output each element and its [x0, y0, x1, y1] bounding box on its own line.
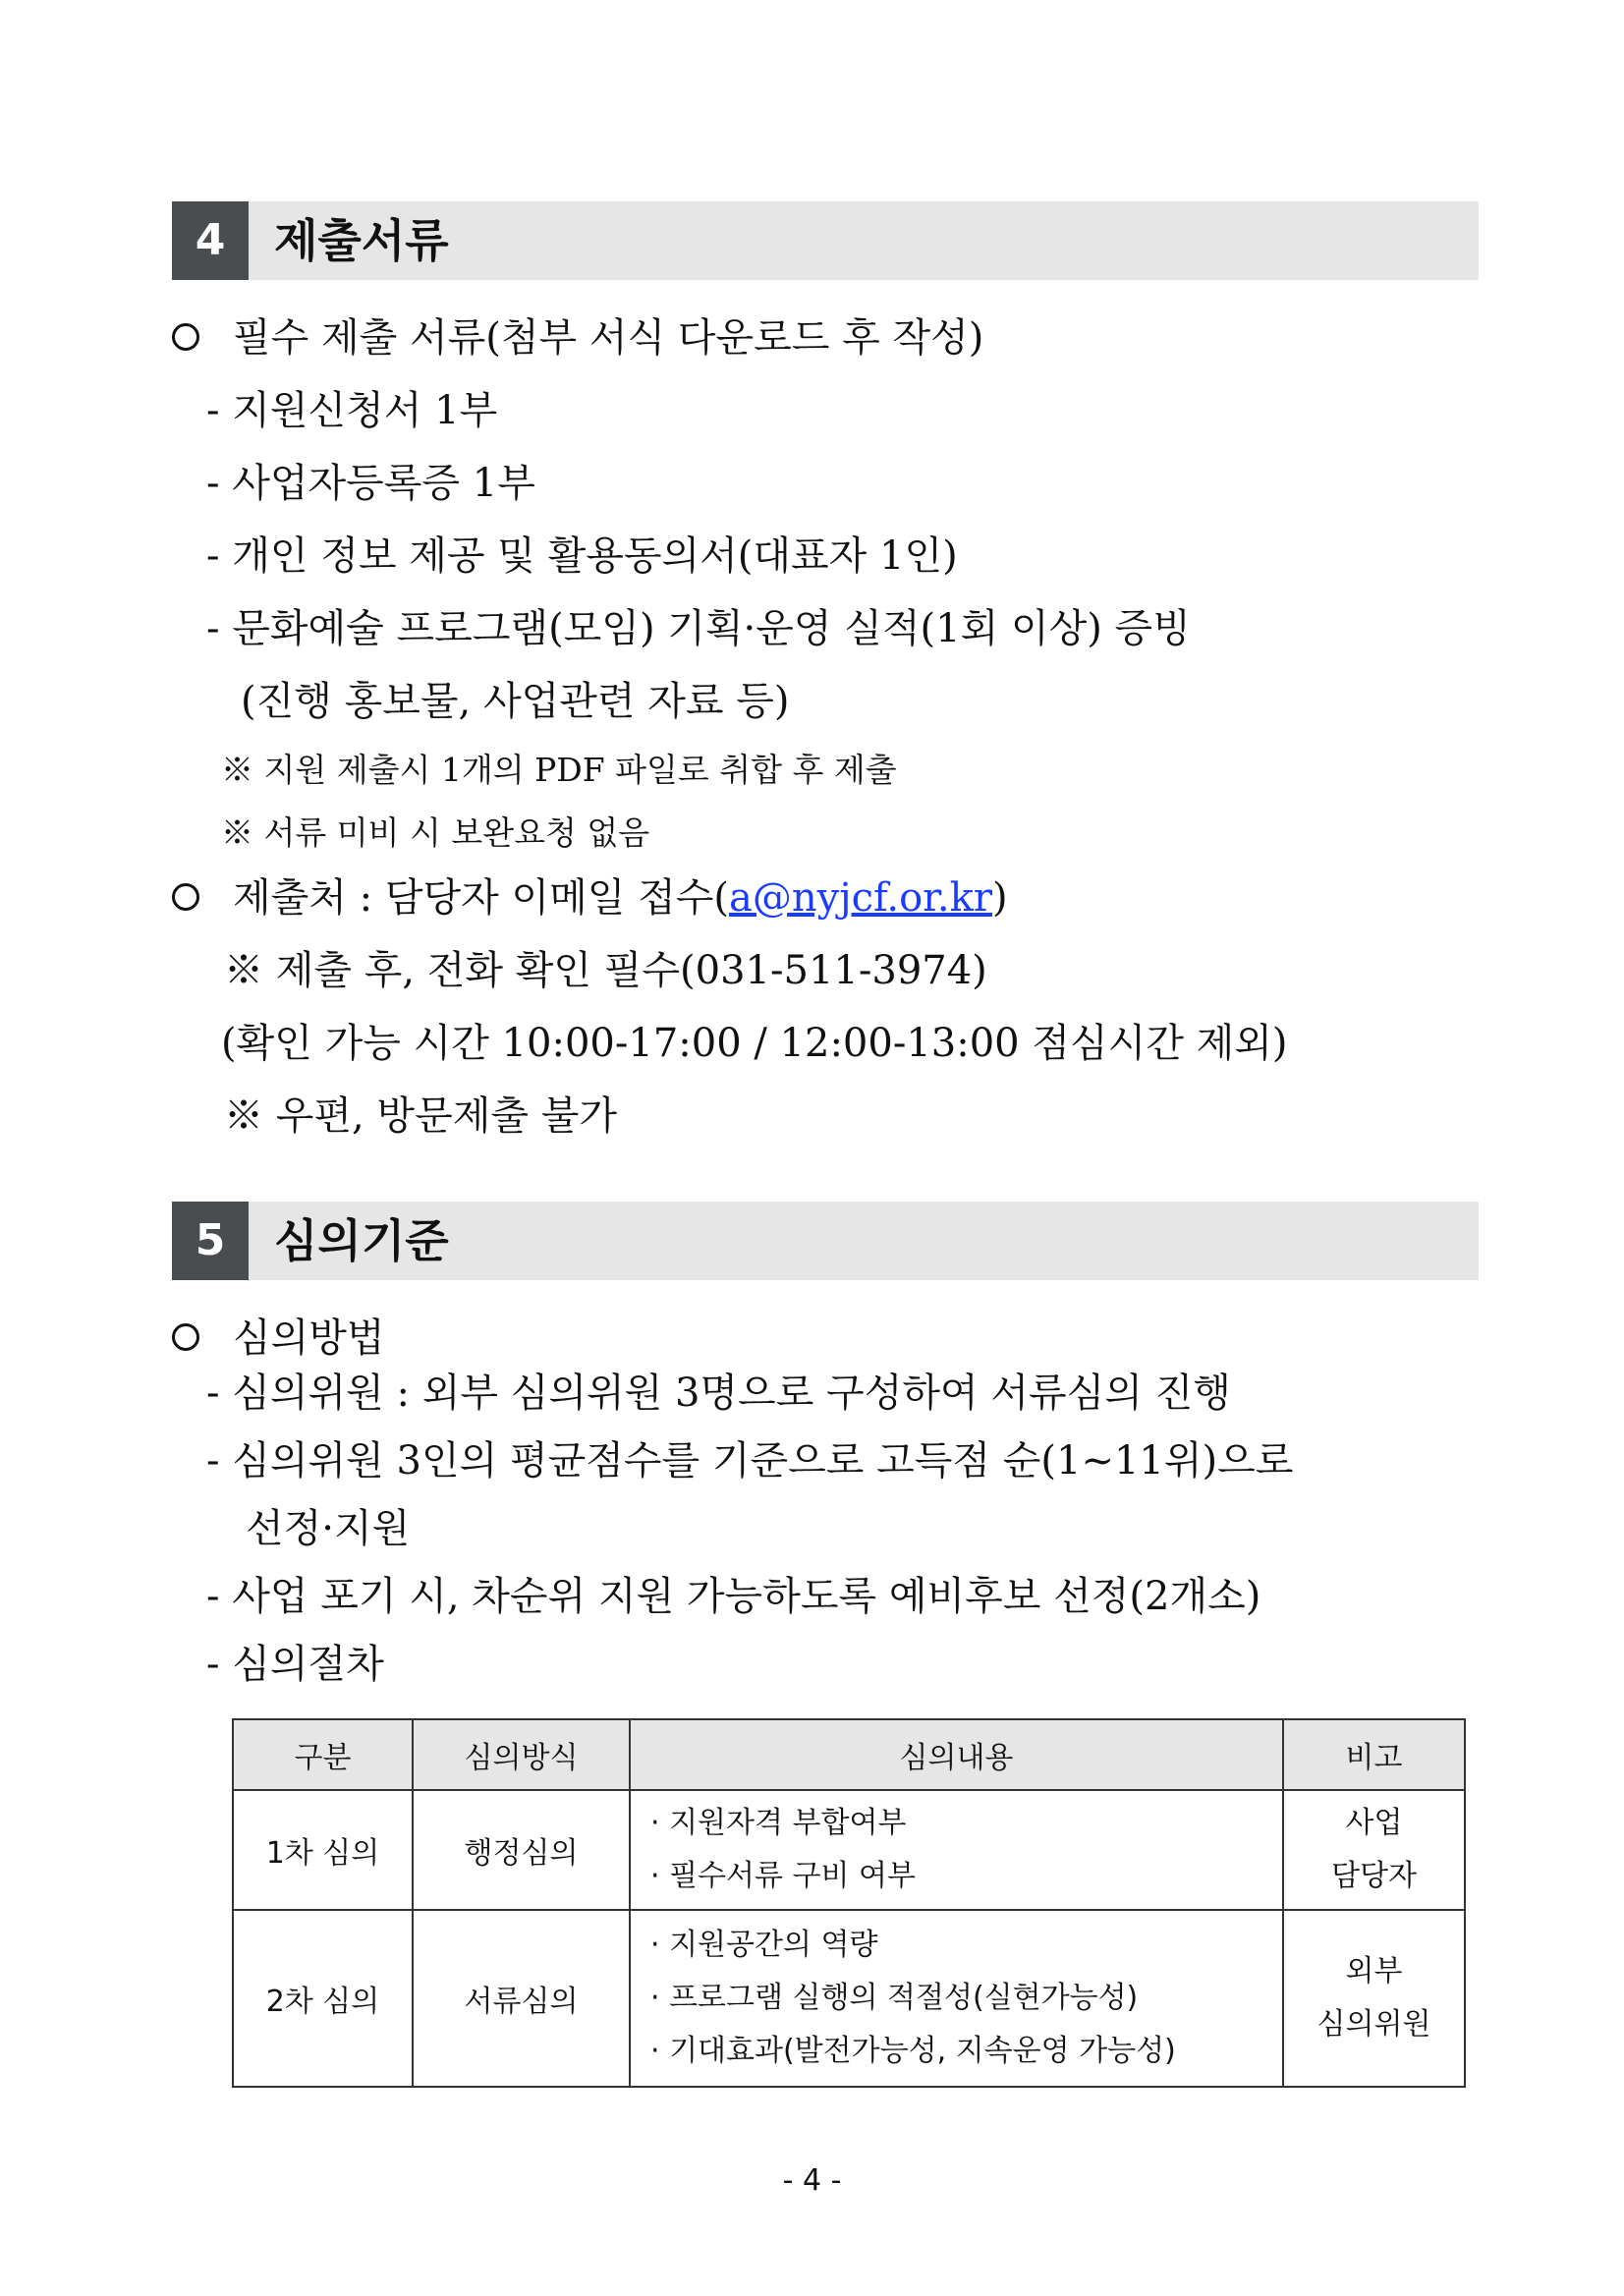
circle-bullet-icon [172, 1323, 199, 1351]
stage-cell: 1차 심의 [233, 1790, 413, 1910]
list-item-continuation: (진행 홍보물, 사업관련 자료 등) [241, 679, 790, 724]
note-incomplete: ※ 서류 미비 시 보완요청 없음 [221, 813, 650, 852]
note-cell [1283, 1790, 1465, 1910]
table-header-row [233, 1719, 1465, 1790]
note-line: 심의위원 [1316, 2007, 1431, 2042]
list-item: - 개인 정보 제공 및 활용동의서(대표자 1인) [206, 533, 958, 579]
table-row [233, 1910, 1465, 2087]
page-number: - 4 - [782, 2163, 842, 2198]
content-item: · 기대효과(발전가능성, 지속운영 가능성) [650, 2034, 1176, 2068]
content-item: · 지원자격 부합여부 [650, 1806, 907, 1840]
circle-bullet-icon [172, 883, 199, 911]
note-cell [1283, 1910, 1465, 2087]
list-item: - 심의위원 3인의 평균점수를 기준으로 고득점 순(1~11위)으로 [206, 1438, 1294, 1484]
method-cell: 행정심의 [413, 1790, 630, 1910]
list-item: - 심의절차 [206, 1642, 384, 1687]
list-item: - 사업 포기 시, 차순위 지원 가능하도록 예비후보 선정(2개소) [206, 1574, 1261, 1619]
table-row [233, 1790, 1465, 1910]
table-header: 심의방식 [413, 1719, 630, 1790]
list-item: - 지원신청서 1부 [206, 388, 498, 433]
method-heading [172, 1313, 385, 1364]
contents-cell [630, 1790, 1283, 1910]
method-heading-text: 심의방법 [233, 1316, 385, 1361]
method-cell: 서류심의 [413, 1910, 630, 2087]
section-4-title: 제출서류 [274, 214, 449, 267]
hours-note: (확인 가능 시간 10:00-17:00 / 12:00-13:00 점심시간 제외) [221, 1021, 1288, 1066]
section-4-number: 4 [172, 201, 249, 280]
required-docs-heading [172, 312, 983, 364]
list-item-continuation: 선정·지원 [246, 1506, 411, 1551]
note-line: 담당자 [1331, 1859, 1417, 1893]
circle-bullet-icon [172, 323, 199, 351]
phone-note: ※ 제출 후, 전화 확인 필수(031-511-3974) [224, 948, 987, 993]
section-5-title: 심의기준 [274, 1214, 449, 1267]
section-5-header [172, 1202, 1479, 1280]
list-item: - 사업자등록증 1부 [206, 461, 535, 506]
content-item: · 프로그램 실행의 적절성(실현가능성) [650, 1981, 1139, 2015]
email-link[interactable]: a@nyjcf.or.kr [728, 875, 992, 921]
content-item: · 필수서류 구비 여부 [650, 1859, 916, 1893]
stage-cell: 2차 심의 [233, 1910, 413, 2087]
table-header: 비고 [1283, 1719, 1465, 1790]
list-item: - 문화예술 프로그램(모임) 기획·운영 실적(1회 이상) 증빙 [206, 606, 1191, 651]
submit-close: ) [991, 875, 1008, 921]
list-item: - 심의위원 : 외부 심의위원 3명으로 구성하여 서류심의 진행 [206, 1371, 1231, 1416]
note-line: 사업 [1345, 1806, 1403, 1840]
table-header: 구분 [233, 1719, 413, 1790]
submit-label: 제출처 : 담당자 이메일 접수( [233, 875, 729, 921]
mail-note: ※ 우편, 방문제출 불가 [224, 1093, 617, 1139]
section-5-number: 5 [172, 1202, 249, 1280]
submit-info [172, 872, 1008, 924]
review-process-table [232, 1718, 1466, 2088]
contents-cell [630, 1910, 1283, 2087]
note-pdf: ※ 지원 제출시 1개의 PDF 파일로 취합 후 제출 [221, 751, 897, 789]
table-header: 심의내용 [630, 1719, 1283, 1790]
content-item: · 지원공간의 역량 [650, 1928, 878, 1962]
required-docs-heading-text: 필수 제출 서류(첨부 서식 다운로드 후 작성) [233, 315, 984, 361]
note-line: 외부 [1345, 1954, 1403, 1988]
section-4-header [172, 201, 1479, 280]
